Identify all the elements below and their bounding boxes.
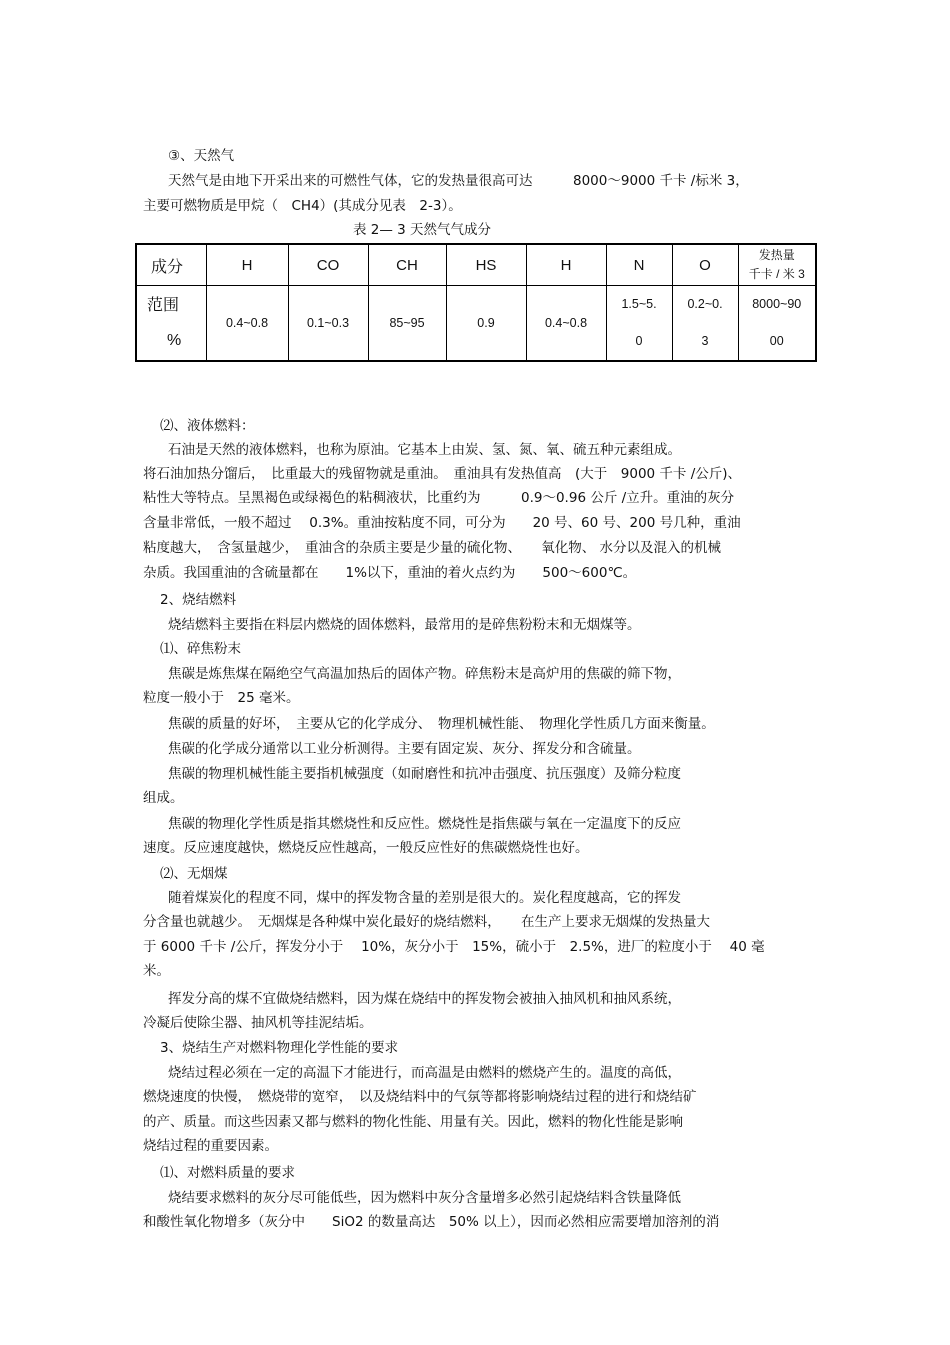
- header-ch4: CH: [368, 244, 446, 286]
- text-line: 主要可燃物质是甲烷（ CH4）(其成分见表 2-3）。: [143, 198, 462, 214]
- text-line: 米。: [143, 963, 170, 979]
- gas-composition-table: [135, 243, 817, 362]
- header-co: CO: [288, 244, 368, 286]
- text-line: 和酸性氧化物增多（灰分中 SiO2 的数量高达 50% 以上），因而必然相应需要增加溶剂的消: [143, 1214, 720, 1230]
- table-caption: 表 2— 3 天然气气成分: [353, 222, 492, 238]
- row-label-range: [136, 286, 206, 362]
- text-line: 焦碳的物理化学性质是指其燃烧性和反应性。燃烧性是指焦碳与氧在一定温度下的反应: [168, 816, 681, 832]
- text-line: 烧结要求燃料的灰分尽可能低些，因为燃料中灰分含量增多必然引起烧结料含铁量降低: [168, 1190, 681, 1206]
- header-heat-label: 发热量: [758, 248, 795, 262]
- table-cell: 0.1~0.3: [288, 286, 368, 362]
- table-cell: 85~95: [368, 286, 446, 362]
- text-line: 含量非常低，一般不超过 0.3%。重油按粘度不同，可分为 20 号、60 号、200 号几种，重油: [143, 515, 741, 531]
- text-line: 粘度越大， 含氢量越少， 重油含的杂质主要是少量的硫化物、 氧化物、 水分以及混入的机械: [143, 540, 722, 556]
- table-cell-o2: [672, 286, 738, 362]
- row-label-percent: %: [167, 332, 182, 349]
- text-line: 于 6000 千卡 /公斤，挥发分小于 10%，灰分小于 15%，硫小于 2.5%，进厂的粒度小于 40 毫: [143, 939, 765, 955]
- header-component: 成分: [136, 244, 206, 286]
- text-line: 组成。: [143, 790, 184, 806]
- table-cell-line: 3: [701, 334, 709, 348]
- table-cell: 0.4~0.8: [206, 286, 288, 362]
- table-cell-line: 8000~90: [752, 297, 802, 311]
- table-header-row: [136, 244, 816, 286]
- heading-sinter-fuel: 2、烧结燃料: [160, 592, 237, 608]
- heading-natural-gas: ③、天然气: [168, 148, 235, 164]
- header-h2: H: [206, 244, 288, 286]
- table-cell-n2: [606, 286, 672, 362]
- text-line: 冷凝后使除尘器、抽风机等挂泥结垢。: [143, 1015, 373, 1031]
- text-line: 石油是天然的液体燃料，也称为原油。它基本上由炭、氢、氮、氧、硫五种元素组成。: [168, 442, 681, 458]
- table-cell: 0.4~0.8: [526, 286, 606, 362]
- text-line: 速度。反应速度越快，燃烧反应性越高，一般反应性好的焦碳燃烧性也好。: [143, 840, 589, 856]
- table-cell-line: 0: [635, 334, 643, 348]
- table-cell: 0.9: [446, 286, 526, 362]
- text-line: 焦碳的质量的好坏， 主要从它的化学成分、 物理机械性能、 物理化学性质几方面来衡量。: [168, 716, 715, 732]
- text-line: 分含量也就越少。 无烟煤是各种煤中炭化最好的烧结燃料， 在生产上要求无烟煤的发热量大: [143, 914, 710, 930]
- heading-coke-powder: ⑴、碎焦粉末: [160, 641, 241, 657]
- header-h2-2: H: [526, 244, 606, 286]
- table-cell-line: 00: [769, 334, 784, 348]
- text-line: 烧结燃料主要指在料层内燃烧的固体燃料，最常用的是碎焦粉粉末和无烟煤等。: [168, 617, 641, 633]
- table-cell-line: 0.2~0.: [687, 297, 723, 311]
- heading-fuel-requirements: 3、烧结生产对燃料物理化学性能的要求: [160, 1040, 399, 1056]
- text-line: 焦碳是炼焦煤在隔绝空气高温加热后的固体产物。碎焦粉末是高炉用的焦碳的筛下物，: [168, 666, 681, 682]
- text-line: 挥发分高的煤不宜做烧结燃料，因为煤在烧结中的挥发物会被抽入抽风机和抽风系统，: [168, 991, 681, 1007]
- text-line: 随着煤炭化的程度不同，煤中的挥发物含量的差别是很大的。炭化程度越高，它的挥发: [168, 890, 681, 906]
- header-h2s: HS: [446, 244, 526, 286]
- text-line: 粘性大等特点。呈黑褐色或绿褐色的粘稠液状，比重约为 0.9～0.96 公斤 /立升。重油的灰分: [143, 490, 735, 506]
- heading-liquid-fuel: ⑵、液体燃料：: [160, 418, 255, 434]
- text-line: 焦碳的化学成分通常以工业分析测得。主要有固定炭、灰分、挥发分和含硫量。: [168, 741, 641, 757]
- text-line: 粒度一般小于 25 毫米。: [143, 690, 300, 706]
- text-line: 将石油加热分馏后， 比重最大的残留物就是重油。 重油具有发热值高 (大于 9000 千卡 /公斤)、: [143, 466, 742, 482]
- text-line: 焦碳的物理机械性能主要指机械强度（如耐磨性和抗冲击强度、抗压强度）及筛分粒度: [168, 766, 681, 782]
- table-range-row: [136, 286, 816, 362]
- text-line: 烧结过程的重要因素。: [143, 1138, 278, 1154]
- text-line: 燃烧速度的快慢， 燃烧带的宽窄， 以及烧结料中的气氛等都将影响烧结过程的进行和烧结矿: [143, 1089, 697, 1105]
- table-cell-line: 1.5~5.: [621, 297, 657, 311]
- header-heat: [738, 244, 816, 286]
- text-line: 烧结过程必须在一定的高温下才能进行，而高温是由燃料的燃烧产生的。温度的高低，: [168, 1065, 681, 1081]
- header-n2: N: [606, 244, 672, 286]
- heading-anthracite: ⑵、无烟煤: [160, 866, 228, 882]
- text-line: 天然气是由地下开采出来的可燃性气体，它的发热量很高可达 8000～9000 千卡 /标米 3，: [168, 173, 749, 189]
- text-line: 的产、质量。而这些因素又都与燃料的物化性能、用量有关。因此，燃料的物化性能是影响: [143, 1114, 683, 1130]
- header-o2: O: [672, 244, 738, 286]
- text-line: 杂质。我国重油的含硫量都在 1%以下，重油的着火点约为 500～600℃。: [143, 565, 637, 581]
- table-cell-heat: [738, 286, 816, 362]
- header-heat-unit: 千卡 / 米 3: [748, 267, 805, 281]
- heading-fuel-quality: ⑴、对燃料质量的要求: [160, 1165, 295, 1181]
- row-label-top: 范围: [147, 297, 180, 314]
